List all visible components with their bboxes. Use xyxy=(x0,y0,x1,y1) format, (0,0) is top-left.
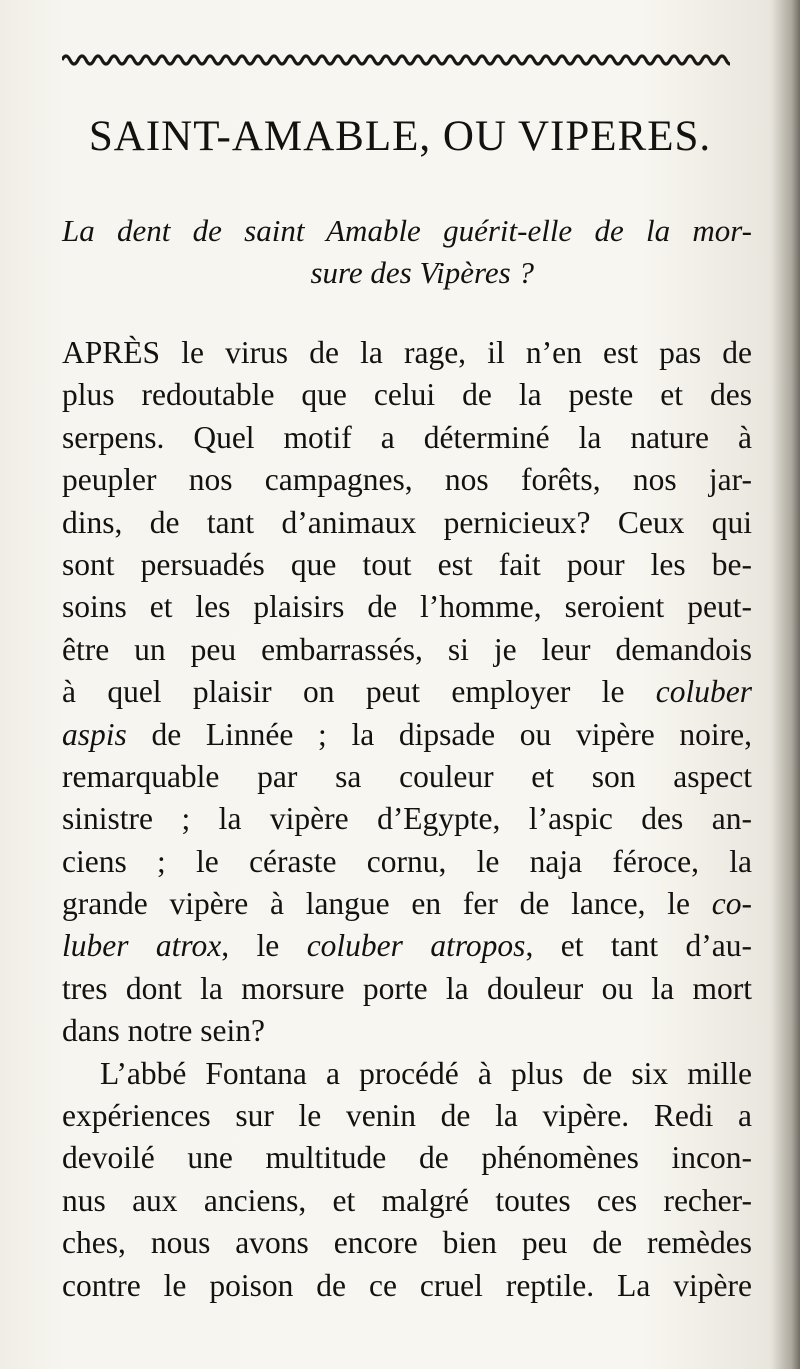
page-title: SAINT-AMABLE, OU VIPERES. xyxy=(88,113,712,160)
text-line xyxy=(62,798,752,840)
text-line xyxy=(62,629,752,671)
text-line xyxy=(62,756,752,798)
text-line xyxy=(62,1180,752,1222)
italic-term: coluber atropos xyxy=(306,928,526,964)
text-run: tres dont la morsure porte la douleur ou la mort xyxy=(62,970,752,1006)
text-run: à quel plaisir on peut employer le xyxy=(62,674,656,710)
text-run: grande vipère à langue en fer de lance, le xyxy=(62,886,712,922)
italic-term: coluber xyxy=(655,674,752,710)
text-run: remarquable par sa couleur et son aspect xyxy=(62,758,752,794)
text-run: sont persuadés que tout est fait pour les be- xyxy=(62,546,752,582)
italic-term: aspis xyxy=(62,716,127,752)
text-run: ches, nous avons encore bien peu de remèdes xyxy=(62,1225,752,1261)
text-run: serpens. Quel motif a déterminé la nature à xyxy=(62,419,752,455)
text-run: soins et les plaisirs de l’homme, seroient peut- xyxy=(62,589,752,625)
chapter-subtitle xyxy=(62,210,752,294)
text-run: expériences sur le venin de la vipère. Redi a xyxy=(62,1098,752,1134)
text-run: APRÈS le virus de la rage, il n’en est pas de xyxy=(62,335,752,370)
text-line xyxy=(62,459,752,501)
text-run: être un peu embarrassés, si je leur demandois xyxy=(62,631,752,667)
text-line xyxy=(62,1137,752,1179)
text-line xyxy=(62,374,752,416)
text-run: dins, de tant d’animaux pernicieux? Ceux qui xyxy=(62,504,752,540)
italic-term: luber atrox xyxy=(62,928,222,964)
text-line xyxy=(62,841,752,883)
text-run: nus aux anciens, et malgré toutes ces recher- xyxy=(62,1182,752,1218)
text-line xyxy=(62,1265,752,1307)
text-line xyxy=(62,1010,752,1052)
page-edge-shadow xyxy=(772,0,800,1369)
text-run: dans notre sein? xyxy=(62,1013,265,1049)
text-run: , et tant d’au- xyxy=(525,928,752,964)
text-line xyxy=(62,1095,752,1137)
text-line xyxy=(62,883,752,925)
decorative-rule xyxy=(62,48,730,70)
subtitle-line: La dent de saint Amable guérit-elle de la mor- xyxy=(62,213,752,248)
text-run: , le xyxy=(221,928,307,964)
text-line xyxy=(62,417,752,459)
subtitle-line: sure des Vipères ? xyxy=(310,255,534,290)
text-line xyxy=(62,671,752,713)
text-run: ciens ; le céraste cornu, le naja féroce, la xyxy=(62,843,752,879)
text-line xyxy=(62,502,752,544)
text-run: devoilé une multitude de phénomènes incon- xyxy=(62,1140,752,1176)
text-line xyxy=(62,332,752,374)
text-line xyxy=(62,925,752,967)
text-run: plus redoutable que celui de la peste et des xyxy=(62,377,752,413)
text-line xyxy=(62,544,752,586)
text-run: de Linnée ; la dipsade ou vipère noire, xyxy=(126,716,752,752)
text-line xyxy=(62,1053,752,1095)
text-run: contre le poison de ce cruel reptile. La vipère xyxy=(62,1267,752,1303)
text-line xyxy=(62,968,752,1010)
text-run: sinistre ; la vipère d’Egypte, l’aspic des an- xyxy=(62,801,752,837)
body-text xyxy=(62,332,752,1307)
text-run: L’abbé Fontana a procédé à plus de six mille xyxy=(100,1055,752,1091)
italic-term: co- xyxy=(711,886,752,922)
text-line xyxy=(62,1222,752,1264)
text-run: peupler nos campagnes, nos forêts, nos jar- xyxy=(62,462,752,498)
text-line xyxy=(62,714,752,756)
text-line xyxy=(62,586,752,628)
